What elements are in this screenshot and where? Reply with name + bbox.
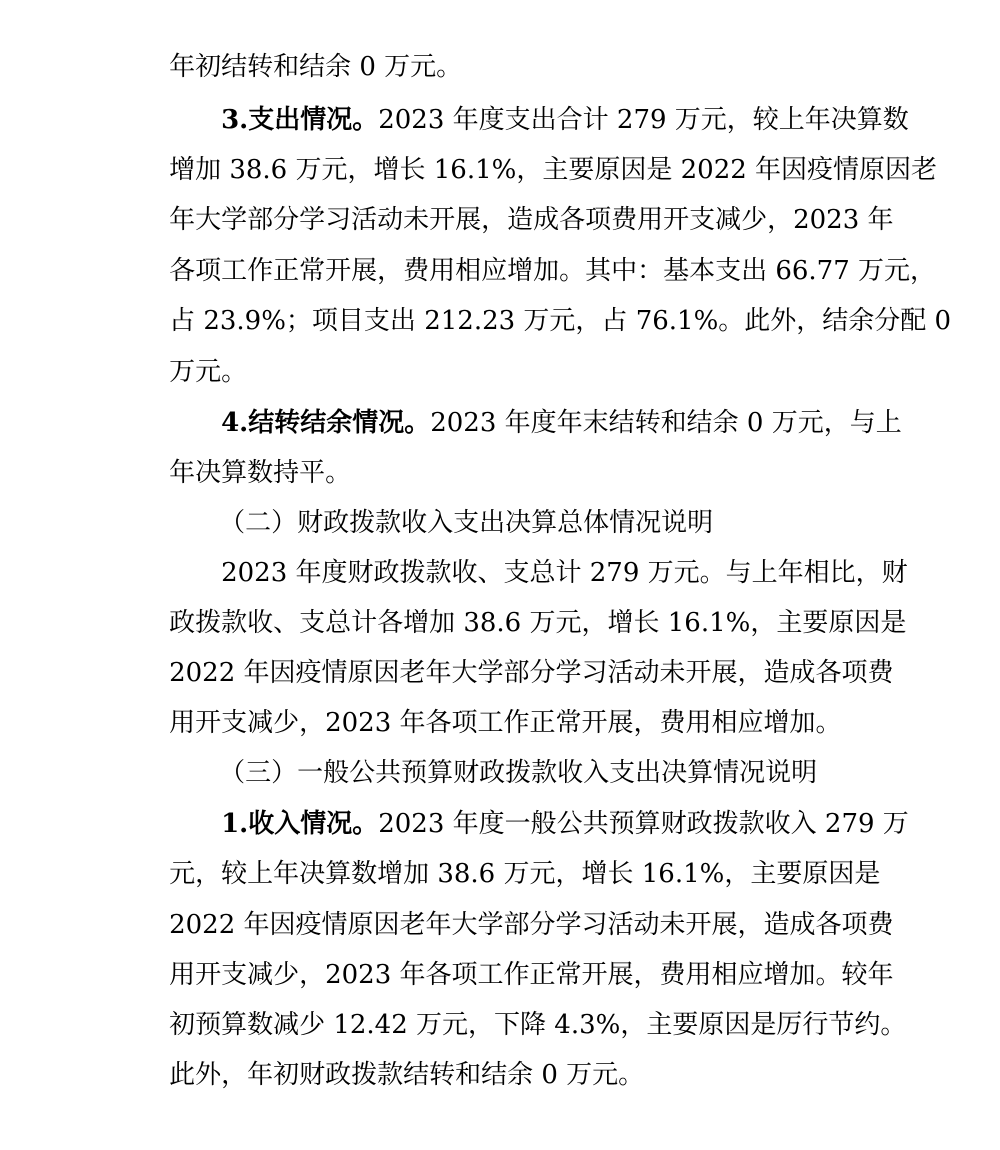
subsection-heading xyxy=(186,698,818,788)
paragraph-line xyxy=(136,548,907,638)
section-heading-line xyxy=(188,348,902,438)
paragraph-line xyxy=(136,648,842,738)
section-heading-line xyxy=(188,749,909,839)
line-text: 2023 年度财政拨款收、支总计 279 万元。与上年相比，财 xyxy=(221,558,908,588)
line-text: 2023 年度支出合计 279 万元，较上年决算数 xyxy=(378,105,909,135)
line-text: 万元。 xyxy=(169,357,248,387)
line-text: 年决算数持平。 xyxy=(169,458,352,488)
section-lead-income: 1.收入情况。 xyxy=(221,809,379,839)
section-lead-expenditure: 3.支出情况。 xyxy=(221,105,379,135)
paragraph-line xyxy=(188,498,908,588)
paragraph-line xyxy=(136,196,937,286)
section-heading-line xyxy=(188,45,909,135)
paragraph-line xyxy=(136,799,881,889)
line-text: 此外，年初财政拨款结转和结余 0 万元。 xyxy=(169,1060,645,1090)
paragraph-line xyxy=(136,900,894,990)
line-text: 各项工作正常开展，费用相应增加。其中：基本支出 66.77 万元， xyxy=(169,256,937,286)
line-text: 用开支减少，2023 年各项工作正常开展，费用相应增加。较年 xyxy=(169,960,894,990)
subsection-heading xyxy=(186,448,714,538)
line-text: 增加 38.6 万元，增长 16.1%，主要原因是 2022 年因疫情原因老 xyxy=(169,155,938,185)
paragraph-line xyxy=(136,0,463,82)
line-text: 初预算数减少 12.42 万元，下降 4.3%，主要原因是厉行节约。 xyxy=(169,1010,907,1040)
line-text: 占 23.9%；项目支出 212.23 万元，占 76.1%。此外，结余分配 0 xyxy=(169,306,952,336)
paragraph-line xyxy=(136,850,894,940)
line-text: 2022 年因疫情原因老年大学部分学习活动未开展，造成各项费 xyxy=(169,910,894,940)
paragraph-line xyxy=(136,950,907,1040)
heading-text: （三）一般公共预算财政拨款收入支出决算情况说明 xyxy=(219,758,818,788)
paragraph-line xyxy=(136,246,952,336)
paragraph-line xyxy=(136,145,894,235)
paragraph-line xyxy=(136,598,894,688)
section-lead-carryover: 4.结转结余情况。 xyxy=(221,408,431,438)
line-text: 2023 年度一般公共预算财政拨款收入 279 万 xyxy=(378,809,909,839)
line-text: 2022 年因疫情原因老年大学部分学习活动未开展，造成各项费 xyxy=(169,658,894,688)
line-text: 年大学部分学习活动未开展，造成各项费用开支减少，2023 年 xyxy=(169,205,894,235)
line-text: 年初结转和结余 0 万元。 xyxy=(169,52,463,82)
line-text: 元，较上年决算数增加 38.6 万元，增长 16.1%，主要原因是 xyxy=(169,859,881,889)
paragraph-line xyxy=(136,297,248,387)
heading-text: （二）财政拨款收入支出决算总体情况说明 xyxy=(219,508,714,538)
line-text: 用开支减少，2023 年各项工作正常开展，费用相应增加。 xyxy=(169,708,842,738)
paragraph-line xyxy=(136,398,352,488)
line-text: 2023 年度年末结转和结余 0 万元，与上 xyxy=(430,408,902,438)
paragraph-line xyxy=(136,95,938,185)
line-text: 政拨款收、支总计各增加 38.6 万元，增长 16.1%，主要原因是 xyxy=(169,608,907,638)
